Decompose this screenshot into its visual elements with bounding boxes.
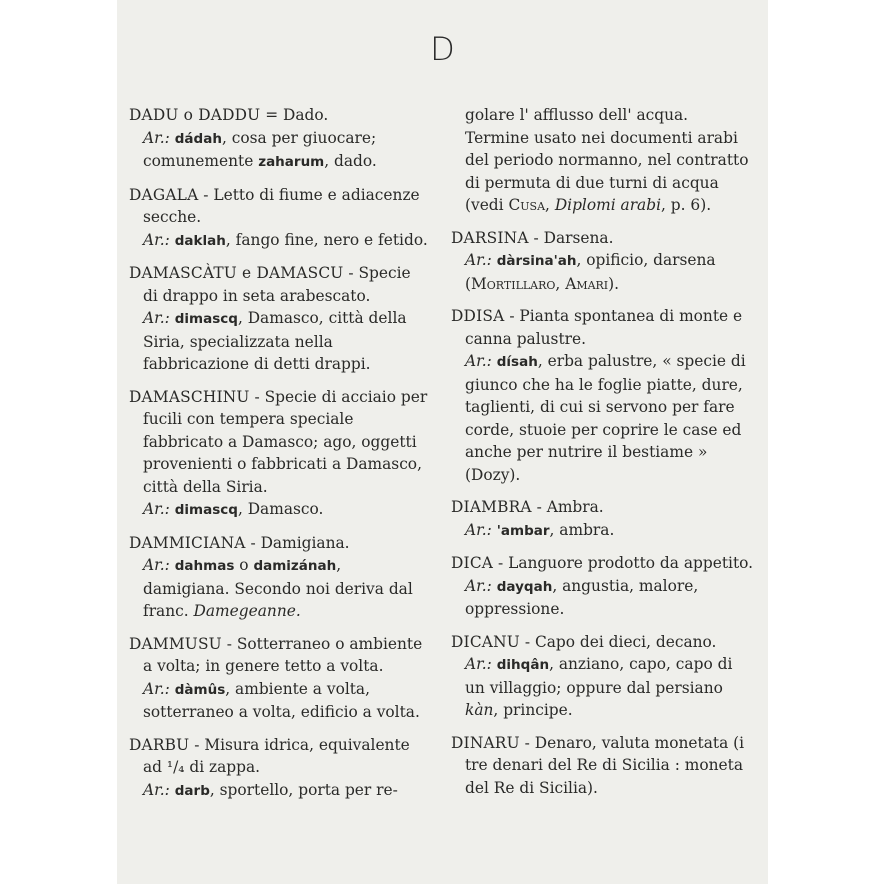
arabic-gloss: , opificio, darsena ( [465,251,716,293]
arabic-word: dimascq [174,502,238,518]
entry-headword: DARBU [129,735,190,754]
entry-definition: - Specie di drappo in seta arabescato. [143,264,411,305]
arabic-gloss-2: , damigiana. Secondo noi deriva dal franc. [143,556,413,620]
arabic-gloss: , sportello, porta per re- [209,780,398,799]
section-letter-heading: D [430,30,455,68]
dictionary-entry [129,633,429,724]
continuation-text-end: , p. 6). [661,196,712,214]
entry-headword: DINARU [451,733,520,752]
right-column [451,104,755,809]
continuation-text: golare l' afflusso dell' acqua. Termine usato nei documenti arabi del periodo normanno, nel contratto di permuta di due turni di acqua (vedi [465,106,749,214]
entry-definition: - Misura idrica, equivalente ad ¹/₄ di zappa. [143,735,410,776]
arabic-gloss-2: , principe. [493,701,573,719]
arabic-label: Ar.: [465,655,492,673]
arabic-label: Ar.: [143,500,170,518]
citation-author: Cusa [508,196,546,214]
arabic-word: dádah [174,130,222,147]
dictionary-entry [129,104,429,174]
arabic-word: darb [174,782,210,799]
entry-headword: DAGALA [129,185,199,204]
entry-definition: = Dado. [260,106,329,124]
arabic-word: 'ambar [496,522,550,539]
entry-headword: DICANU [451,632,520,651]
arabic-label: Ar.: [143,679,170,698]
dictionary-entry [451,496,755,542]
citation-separator: , [545,196,555,214]
arabic-gloss: , anziano, capo, capo di un villaggio; oppure dal persiano [465,655,733,697]
entry-headword: DAMMUSU [129,634,222,653]
arabic-word: dàmûs [174,681,226,698]
arabic-label: Ar.: [143,780,170,799]
dictionary-entry [129,532,429,623]
arabic-gloss-2: , dado. [324,152,377,170]
dictionary-page [117,0,768,884]
arabic-label: Ar.: [143,230,170,249]
arabic-word: dahmas [174,558,235,574]
arabic-gloss: , Damasco, città della Siria, specializzata nella fabbricazione di detti drappi. [143,309,407,373]
left-column [129,104,429,812]
arabic-word: dimascq [174,311,238,327]
dictionary-entry [451,227,755,296]
entry-definition: - Letto di fiume e adiacenze secche. [143,185,420,226]
entry-definition: - Damigiana. [245,533,350,552]
dictionary-entry [129,262,429,376]
etymology-italic: kàn [465,701,494,719]
entry-definition: - Languore prodotto da appetito. [493,554,754,572]
arabic-gloss-2: ). [608,274,620,293]
arabic-gloss: , cosa per giuocare; comunemente [143,128,377,170]
entry-headword: DIAMBRA [451,498,532,516]
arabic-label: Ar.: [143,556,170,574]
dictionary-entry [451,305,755,486]
arabic-gloss: , ambiente a volta, sotterraneo a volta, edificio a volta. [143,679,420,721]
entry-definition: - Ambra. [531,498,604,516]
entry-headword: DAMASCÀTU e DAMASCU [129,264,344,282]
arabic-word: dayqah [496,578,553,595]
arabic-gloss: , erba palustre, « specie di giunco che ha le foglie piatte, dure, taglienti, di cui si servono per fare corde, stuoie per coprire le case ed anche per nutrire il bestiame » (Dozy). [465,352,746,484]
entry-headword: DADU o DADDU [129,106,261,124]
arabic-label: Ar.: [143,128,170,147]
entry-definition: - Pianta spontanea di monte e canna palustre. [465,307,743,348]
etymology-italic: Damegeanne. [193,602,301,620]
arabic-gloss: , Damasco. [237,500,324,518]
entry-headword: DAMASCHINU [129,387,250,406]
entry-headword: DARSINA [451,228,529,247]
arabic-word: daklah [174,232,226,249]
arabic-gloss: , angustia, malore, oppressione. [465,576,699,618]
entry-definition: - Denaro, valuta monetata (i tre denari del Re di Sicilia : moneta del Re di Sicilia). [465,733,745,797]
dictionary-entry [129,184,429,253]
arabic-label: Ar.: [465,352,492,370]
arabic-word: dihqân [496,657,550,673]
entry-definition: - Darsena. [528,228,614,247]
arabic-word-2: damizánah [253,558,337,574]
citation-work: Diplomi arabi [554,196,662,214]
arabic-label: Ar.: [143,309,170,327]
arabic-word: dísah [496,354,538,370]
entry-headword: DICA [451,554,494,572]
dictionary-entry [129,386,429,522]
dictionary-entry [451,732,755,800]
arabic-label: Ar.: [465,576,492,595]
entry-headword: DAMMICIANA [129,533,246,552]
arabic-label: Ar.: [465,520,492,539]
arabic-word: dàrsina'ah [496,253,577,269]
entry-headword: DDISA [451,307,505,325]
arabic-word-2: zaharum [258,154,325,170]
arabic-gloss: o [234,556,254,574]
entry-definition: - Specie di acciaio per fucili con tempera speciale fabbricato a Damasco; ago, oggetti provenienti o fabbricati a Damasco, città della Siria. [143,387,428,496]
arabic-gloss: , ambra. [549,520,615,539]
entry-definition: - Sotterraneo o ambiente a volta; in genere tetto a volta. [143,634,423,675]
arabic-gloss: , fango fine, nero e fetido. [225,230,428,249]
citation-authors: Mortillaro, Amari [471,274,609,293]
entry-definition: - Capo dei dieci, decano. [519,632,717,651]
arabic-label: Ar.: [465,251,492,269]
dictionary-entry [451,552,755,621]
entry-continuation [451,104,755,217]
dictionary-entry [451,631,755,722]
dictionary-entry [129,734,429,803]
